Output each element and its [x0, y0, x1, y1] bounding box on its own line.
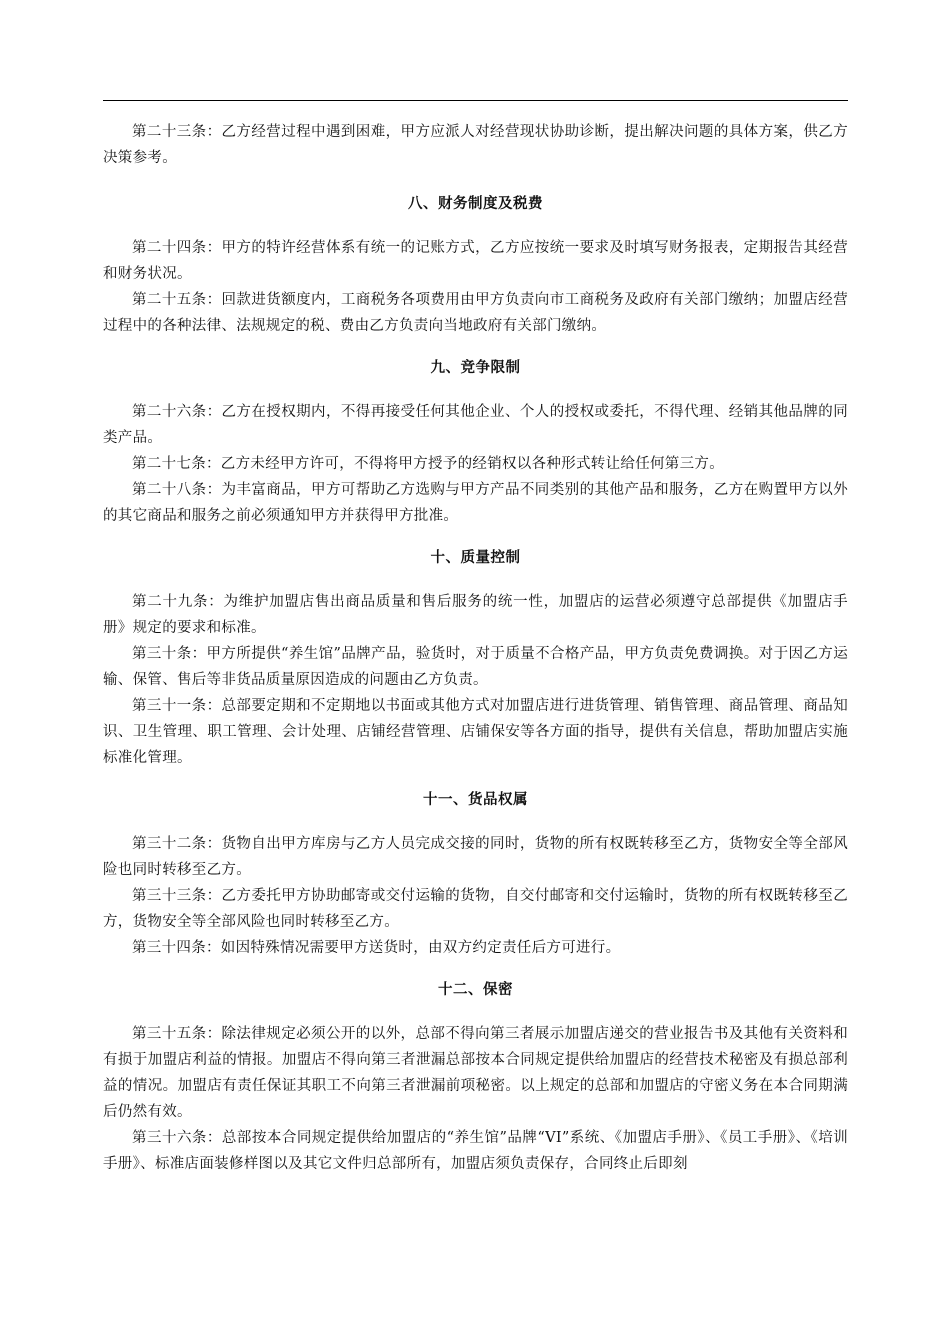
article-25: 第二十五条：回款进货额度内，工商税务各项费用由甲方负责向市工商税务及政府有关部门缴纳；加盟店经营过程中的各种法律、法规规定的税、费由乙方负责向当地政府有关部门缴纳。 — [103, 292, 848, 334]
article-23: 第二十三条：乙方经营过程中遇到困难，甲方应派人对经营现状协助诊断，提出解决问题的具体方案，供乙方决策参考。 — [103, 124, 848, 166]
section-confidentiality — [103, 977, 848, 1177]
article-28: 第二十八条：为丰富商品，甲方可帮助乙方选购与甲方产品不同类别的其他产品和服务，乙方在购置甲方以外的其它商品和服务之前必须通知甲方并获得甲方批准。 — [103, 482, 848, 524]
article-26: 第二十六条：乙方在授权期内，不得再接受任何其他企业、个人的授权或委托，不得代理、经销其他品牌的同类产品。 — [103, 404, 848, 446]
article-27: 第二十七条：乙方未经甲方许可，不得将甲方授予的经销权以各种形式转让给任何第三方。 — [132, 456, 724, 472]
section-heading-confidentiality: 十二、保密 — [438, 981, 513, 998]
article-31: 第三十一条：总部要定期和不定期地以书面或其他方式对加盟店进行进货管理、销售管理、商品管理、商品知识、卫生管理、职工管理、会计处理、店铺经营管理、店铺保安等各方面的指导，提供有关信息，帮助加盟店实施标准化管理。 — [103, 698, 848, 766]
section-competition — [103, 355, 848, 529]
intro-block — [103, 119, 848, 171]
article-34: 第三十四条：如因特殊情况需要甲方送货时，由双方约定责任后方可进行。 — [132, 940, 621, 956]
section-heading-ownership: 十一、货品权属 — [423, 791, 528, 808]
article-33: 第三十三条：乙方委托甲方协助邮寄或交付运输的货物，自交付邮寄和交付运输时，货物的所有权既转移至乙方，货物安全等全部风险也同时转移至乙方。 — [103, 888, 848, 930]
section-heading-quality: 十、质量控制 — [430, 549, 521, 566]
article-24: 第二十四条：甲方的特许经营体系有统一的记账方式，乙方应按统一要求及时填写财务报表，定期报告其经营和财务状况。 — [103, 240, 848, 282]
article-36: 第三十六条：总部按本合同规定提供给加盟店的“养生馆”品牌“VI”系统、《加盟店手册》、《员工手册》、《培训手册》、标准店面装修样图以及其它文件归总部所有，加盟店须负责保存，合同终止后即刻 — [103, 1130, 848, 1172]
section-quality — [103, 545, 848, 771]
article-32: 第三十二条：货物自出甲方库房与乙方人员完成交接的同时，货物的所有权既转移至乙方，货物安全等全部风险也同时转移至乙方。 — [103, 836, 848, 878]
section-heading-competition: 九、竞争限制 — [430, 359, 521, 376]
section-finance-tax — [103, 191, 848, 339]
article-35: 第三十五条：除法律规定必须公开的以外，总部不得向第三者展示加盟店递交的营业报告书及其他有关资料和有损于加盟店利益的情报。加盟店不得向第三者泄漏总部按本合同规定提供给加盟店的经营技术秘密及有损总部利益的情况。加盟店有责任保证其职工不向第三者泄漏前项秘密。以上规定的总部和加盟店的守密义务在本合同期满后仍然有效。 — [103, 1026, 848, 1120]
header-rule — [103, 100, 848, 101]
article-29: 第二十九条：为维护加盟店售出商品质量和售后服务的统一性，加盟店的运营必须遵守总部提供《加盟店手册》规定的要求和标准。 — [103, 594, 848, 636]
document-body — [103, 119, 848, 1177]
article-30: 第三十条：甲方所提供“养生馆”品牌产品，验货时，对于质量不合格产品，甲方负责免费调换。对于因乙方运输、保管、售后等非货品质量原因造成的问题由乙方负责。 — [103, 646, 848, 688]
section-heading-finance-tax: 八、财务制度及税费 — [408, 195, 543, 212]
section-ownership — [103, 787, 848, 961]
